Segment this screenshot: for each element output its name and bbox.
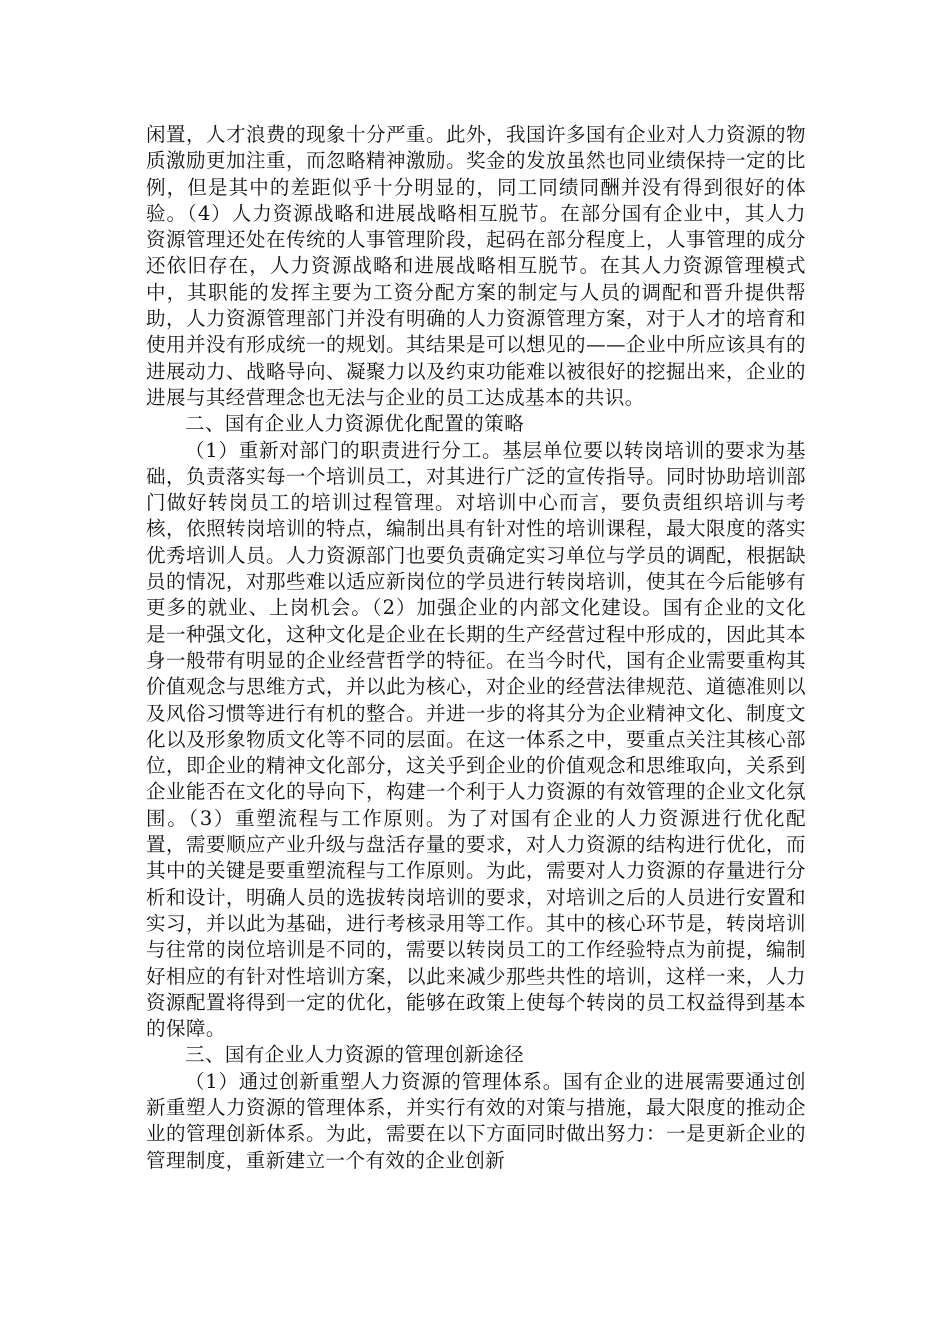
section-heading: 三、国有企业人力资源的管理创新途径: [185, 1043, 525, 1067]
section-heading: 二、国有企业人力资源优化配置的策略: [185, 412, 525, 436]
body-paragraph: 闲置，人才浪费的现象十分严重。此外，我国许多国有企业对人力资源的物质激励更加注重，而忽略精神激励。奖金的发放虽然也同业绩保持一定的比例，但是其中的差距似乎十分明显的，同工同绩同酬并没有得到很好的体验。（4）人力资源战略和进展战略相互脱节。在部分国有企业中，其人力资源管理还处在传统的人事管理阶段，起码在部分程度上，人事管理的成分还依旧存在，人力资源战略和进展战略相互脱节。在其人力资源管理模式中，其职能的发挥主要为工资分配方案的制定与人员的调配和晋升提供帮助，人力资源管理部门并没有明确的人力资源管理方案，对于人才的培育和使用并没有形成统一的规划。其结果是可以想见的——企业中所应该具有的进展动力、战略导向、凝聚力以及约束功能难以被很好的挖掘出来，企业的进展与其经营理念也无法与企业的员工达成基本的共识。: [146, 123, 806, 409]
document-body: [146, 122, 806, 1174]
body-paragraph: （1）通过创新重塑人力资源的管理体系。国有企业的进展需要通过创新重塑人力资源的管理体系，并实行有效的对策与措施，最大限度的推动企业的管理创新体系。为此，需要在以下方面同时做出努力：一是更新企业的管理制度，重新建立一个有效的企业创新: [146, 1069, 806, 1172]
body-paragraph: （1）重新对部门的职责进行分工。基层单位要以转岗培训的要求为基础，负责落实每一个培训员工，对其进行广泛的宣传指导。同时协助培训部门做好转岗员工的培训过程管理。对培训中心而言，要负责组织培训与考核，依照转岗培训的特点，编制出具有针对性的培训课程，最大限度的落实优秀培训人员。人力资源部门也要负责确定实习单位与学员的调配，根据缺员的情况，对那些难以适应新岗位的学员进行转岗培训，使其在今后能够有更多的就业、上岗机会。（2）加强企业的内部文化建设。国有企业的文化是一种强文化，这种文化是企业在长期的生产经营过程中形成的，因此其本身一般带有明显的企业经营哲学的特征。在当今时代，国有企业需要重构其价值观念与思维方式，并以此为核心，对企业的经营法律规范、道德准则以及风俗习惯等进行有机的整合。并进一步的将其分为企业精神文化、制度文化以及形象物质文化等不同的层面。在这一体系之中，要重点关注其核心部位，即企业的精神文化部分，这关乎到企业的价值观念和思维取向，关系到企业能否在文化的导向下，构建一个利于人力资源的有效管理的企业文化氛围。（3）重塑流程与工作原则。为了对国有企业的人力资源进行优化配置，需要顺应产业升级与盘活存量的要求，对人力资源的结构进行优化，而其中的关键是要重塑流程与工作原则。为此，需要对人力资源的存量进行分析和设计，明确人员的选拔转岗培训的要求，对培训之后的人员进行安置和实习，并以此为基础，进行考核录用等工作。其中的核心环节是，转岗培训与往常的岗位培训是不同的，需要以转岗员工的工作经验特点为前提，编制好相应的有针对性培训方案，以此来减少那些共性的培训，这样一来，人力资源配置将得到一定的优化，能够在政策上使每个转岗的员工权益得到基本的保障。: [146, 438, 806, 1041]
